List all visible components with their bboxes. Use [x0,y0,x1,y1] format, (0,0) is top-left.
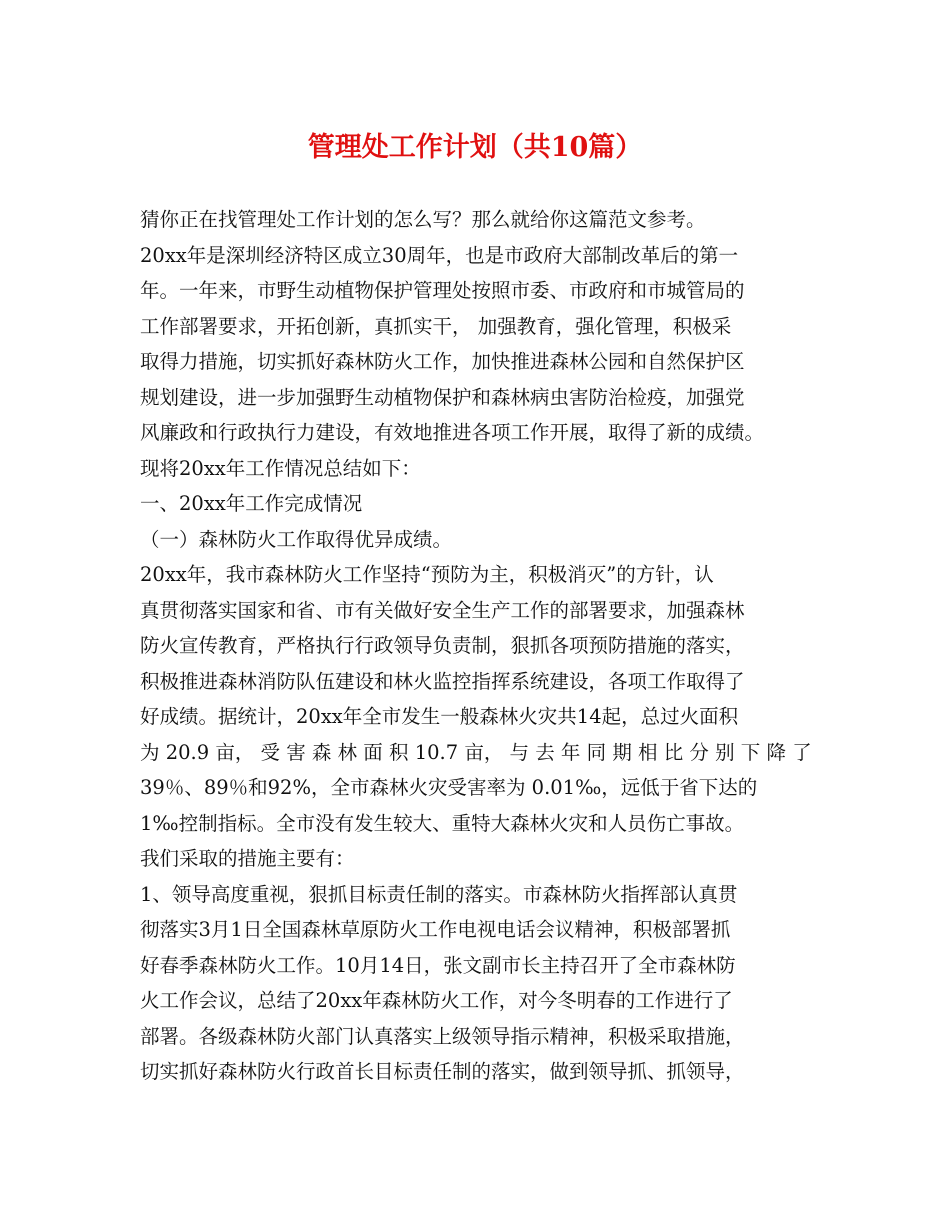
document-body [140,202,820,1090]
text-line: 好春季森林防火工作。10月14日，张文副市长主持召开了全市森林防 [140,953,736,977]
text-line: 为 20.9 亩， 受 害 森 林 面 积 10.7 亩， 与 去 年 同 期 相 比 分 别 下 降 了 [140,740,812,764]
text-line: 我们采取的措施主要有： [140,847,355,870]
text-line: 火工作会议，总结了20xx年森林防火工作，对今冬明春的工作进行了 [140,989,733,1012]
text-line: 风廉政和行政执行力建设，有效地推进各项工作开展，取得了新的成绩。 [140,421,765,444]
text-line: 工作部署要求，开拓创新，真抓实干， 加强教育，强化管理，积极采 [140,314,732,338]
text-line: 年。一年来，市野生动植物保护管理处按照市委、市政府和市城管局的 [140,279,745,302]
text-line: 彻落实3月1日全国森林草原防火工作电视电话会议精神，积极部署抓 [140,918,731,941]
text-line: 积极推进森林消防队伍建设和林火监控指挥系统建设，各项工作取得了 [140,669,745,693]
text-line: 20xx年是深圳经济特区成立30周年，也是市政府大部制改革后的第一 [140,243,739,267]
text-line: 取得力措施，切实抓好森林防火工作，加快推进森林公园和自然保护区 [140,350,745,373]
text-line: 部署。各级森林防火部门认真落实上级领导指示精神，积极采取措施， [140,1024,745,1048]
text-line: 猜你正在找管理处工作计划的怎么写？那么就给你这篇范文参考。 [140,208,706,231]
subsection-heading: （一）森林防火工作取得优异成绩。 [140,527,453,551]
list-item: 1、领导高度重视，狠抓目标责任制的落实。市森林防火指挥部认真贯 [140,882,738,906]
document-title: 管理处工作计划（共10篇） [307,132,643,163]
text-line: 39％、89％和92%，全市森林火灾受害率为 0.01‰，远低于省下达的 [140,776,758,799]
text-line: 真贯彻落实国家和省、市有关做好安全生产工作的部署要求，加强森林 [140,598,745,622]
text-line: 1‰控制指标。全市没有发生较大、重特大森林火灾和人员伤亡事故。 [140,811,745,835]
text-line: 切实抓好森林防火行政首长目标责任制的落实，做到领导抓、抓领导， [140,1060,745,1083]
text-line: 防火宣传教育，严格执行行政领导负责制，狠抓各项预防措施的落实， [140,634,745,657]
text-line: 现将20xx年工作情况总结如下： [140,456,421,480]
text-line: 规划建设，进一步加强野生动植物保护和森林病虫害防治检疫，加强党 [140,385,745,409]
section-heading: 一、20xx年工作完成情况 [140,492,363,515]
text-line: 20xx年，我市森林防火工作坚持“预防为主，积极消灭”的方针，认 [140,563,714,586]
text-line: 好成绩。据统计，20xx年全市发生一般森林火灾共14起，总过火面积 [140,705,739,728]
